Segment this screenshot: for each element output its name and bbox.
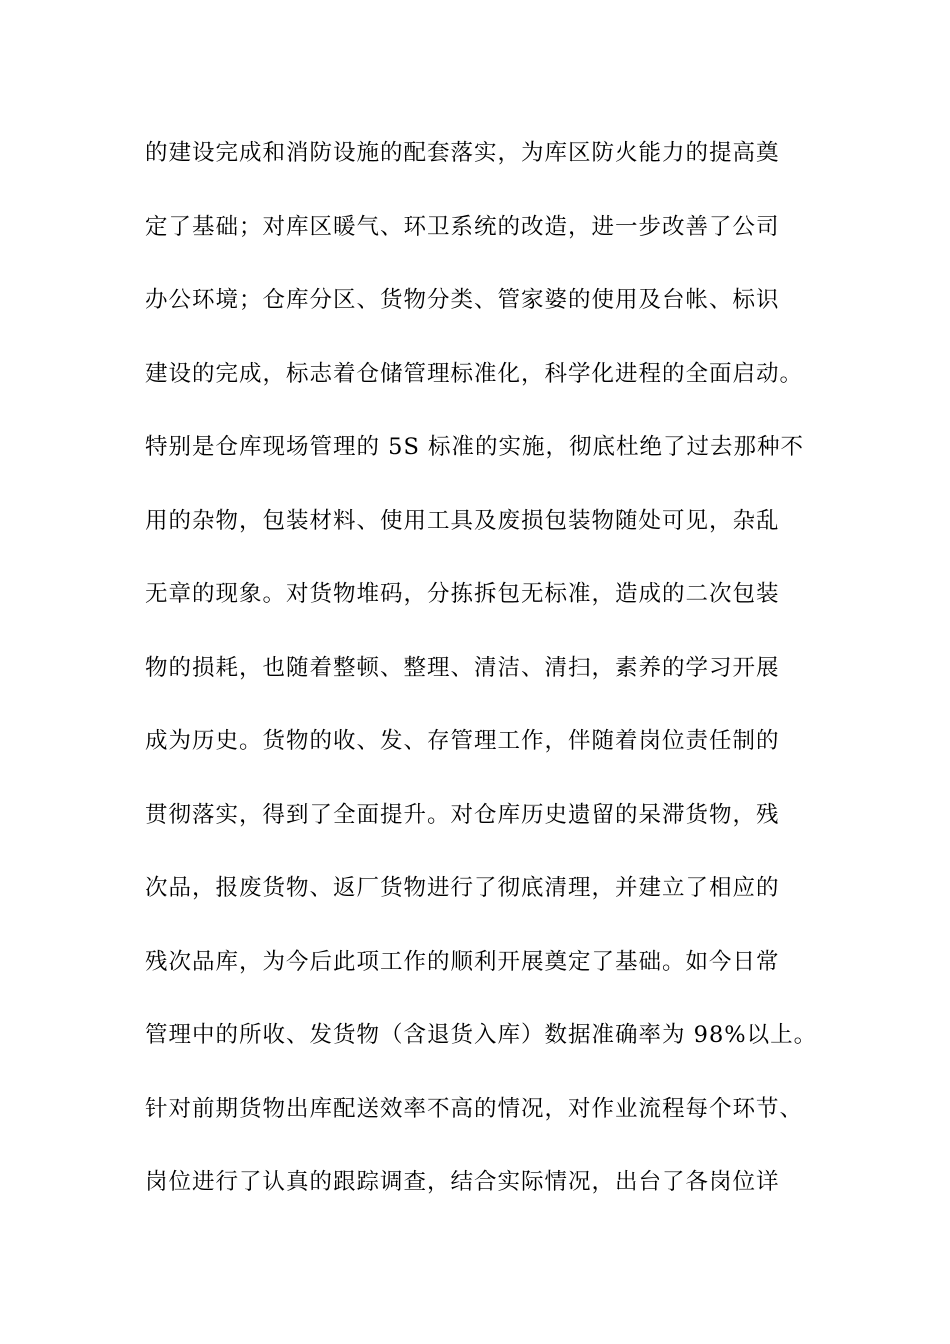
text-line-9: 成为历史。货物的收、发、存管理工作，伴随着岗位责任制的 bbox=[145, 728, 780, 754]
text-line-6: 用的杂物，包装材料、使用工具及废损包装物随处可见，杂乱 bbox=[145, 507, 780, 534]
text-line-8: 物的损耗，也随着整顿、整理、清洁、清扫，素养的学习开展 bbox=[145, 654, 780, 681]
text-line-3: 办公环境；仓库分区、货物分类、管家婆的使用及台帐、标识 bbox=[145, 287, 780, 313]
text-line-14: 针对前期货物出库配送效率不高的情况，对作业流程每个环节、 bbox=[145, 1095, 804, 1122]
text-line-4: 建设的完成，标志着仓储管理标准化，科学化进程的全面启动。 bbox=[145, 360, 804, 387]
text-line-1: 的建设完成和消防设施的配套落实，为库区防火能力的提高奠 bbox=[145, 140, 780, 166]
text-line-12: 残次品库，为今后此项工作的顺利开展奠定了基础。如今日常 bbox=[145, 948, 780, 975]
text-line-7: 无章的现象。对货物堆码，分拣拆包无标准，造成的二次包装 bbox=[145, 581, 780, 607]
text-line-11: 次品，报废货物、返厂货物进行了彻底清理，并建立了相应的 bbox=[145, 875, 780, 901]
text-line-5: 特别是仓库现场管理的 5S 标准的实施，彻底杜绝了过去那种不 bbox=[145, 434, 805, 460]
text-line-10: 贯彻落实，得到了全面提升。对仓库历史遗留的呆滞货物，残 bbox=[145, 801, 780, 828]
text-line-15: 岗位进行了认真的跟踪调查，结合实际情况，出台了各岗位详 bbox=[145, 1169, 780, 1195]
text-line-13: 管理中的所收、发货物（含退货入库）数据准确率为 98%以上。 bbox=[145, 1022, 818, 1048]
body-text bbox=[145, 132, 825, 1235]
text-line-2: 定了基础；对库区暖气、环卫系统的改造，进一步改善了公司 bbox=[145, 213, 780, 240]
